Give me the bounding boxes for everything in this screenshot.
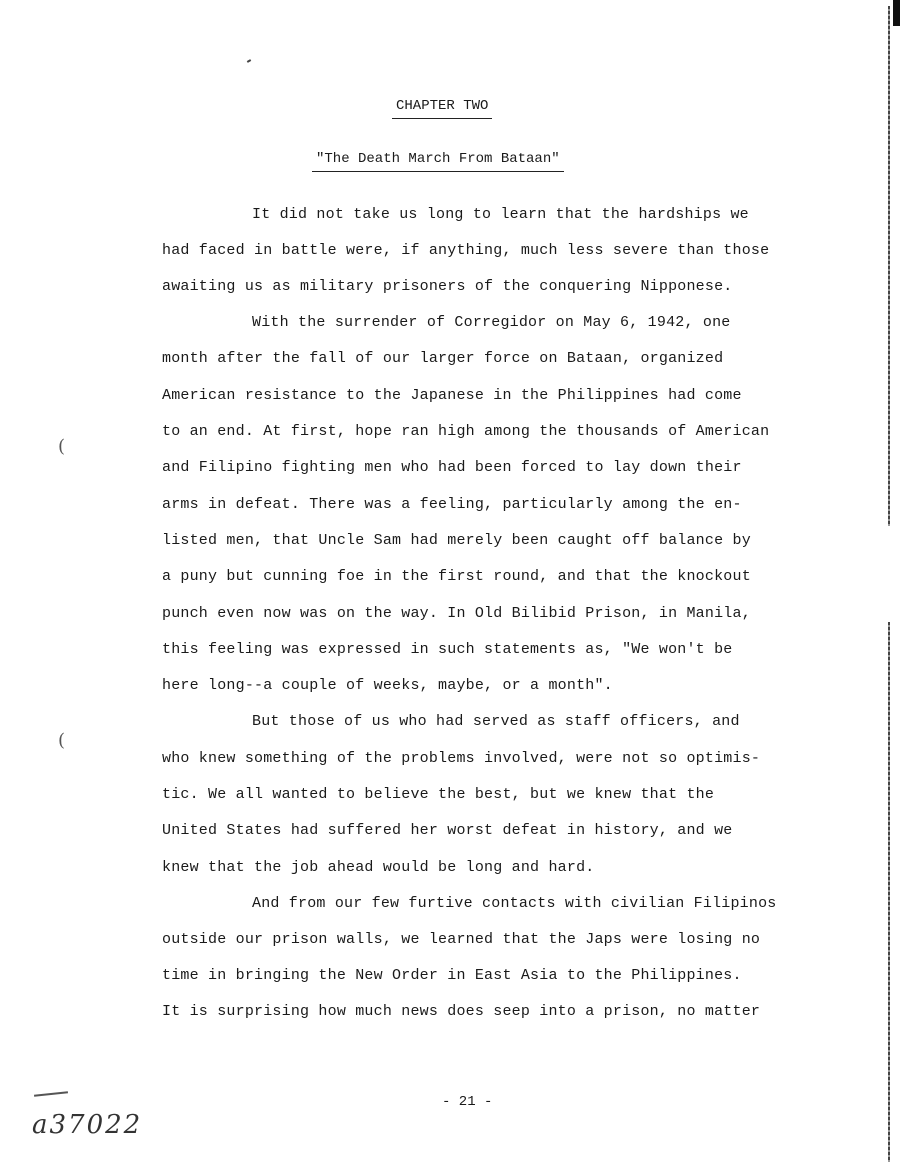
text-line: American resistance to the Japanese in the Philippines had come: [162, 387, 742, 404]
text-line: awaiting us as military prisoners of the conquering Nipponese.: [162, 278, 733, 295]
chapter-title: [316, 151, 560, 167]
scan-edge-tab: [893, 0, 900, 26]
text-line: a puny but cunning foe in the first round, and that the knockout: [162, 568, 751, 585]
text-line: And from our few furtive contacts with civilian Filipinos: [252, 895, 777, 912]
text-line: listed men, that Uncle Sam had merely been caught off balance by: [162, 532, 751, 549]
page-number: - 21 -: [442, 1094, 493, 1110]
handwritten-dash: [34, 1091, 68, 1097]
text-line: here long--a couple of weeks, maybe, or a month".: [162, 677, 613, 694]
text-line: It did not take us long to learn that the hardships we: [252, 206, 749, 223]
chapter-title-underline: [312, 171, 564, 172]
text-line: It is surprising how much news does seep into a prison, no matter: [162, 1003, 761, 1020]
text-line: month after the fall of our larger force on Bataan, organized: [162, 350, 724, 367]
text-line: to an end. At first, hope ran high among the thousands of American: [162, 423, 770, 440]
text-line: But those of us who had served as staff officers, and: [252, 713, 740, 730]
stray-mark: [247, 59, 251, 63]
chapter-title-text: "The Death March From Bataan": [316, 151, 560, 167]
text-line: had faced in battle were, if anything, much less severe than those: [162, 242, 770, 259]
text-line: With the surrender of Corregidor on May 6, 1942, one: [252, 314, 731, 331]
chapter-heading-underline: [392, 118, 492, 119]
text-line: punch even now was on the way. In Old Bilibid Prison, in Manila,: [162, 605, 751, 622]
text-line: and Filipino fighting men who had been forced to lay down their: [162, 459, 742, 476]
handwritten-id: a37022: [32, 1110, 143, 1140]
scan-edge-line: [888, 6, 890, 526]
text-line: this feeling was expressed in such statements as, "We won't be: [162, 641, 733, 658]
text-line: time in bringing the New Order in East Asia to the Philippines.: [162, 967, 742, 984]
margin-mark: (: [58, 730, 66, 751]
chapter-heading: [396, 98, 488, 114]
text-line: arms in defeat. There was a feeling, particularly among the en-: [162, 496, 742, 513]
text-line: who knew something of the problems involved, were not so optimis-: [162, 750, 761, 767]
text-line: knew that the job ahead would be long and hard.: [162, 859, 595, 876]
chapter-heading-text: CHAPTER TWO: [396, 98, 489, 114]
text-line: outside our prison walls, we learned that the Japs were losing no: [162, 931, 761, 948]
text-line: tic. We all wanted to believe the best, but we knew that the: [162, 786, 715, 803]
margin-mark: (: [58, 436, 66, 457]
scan-edge-line: [888, 622, 890, 1162]
text-line: United States had suffered her worst defeat in history, and we: [162, 822, 733, 839]
